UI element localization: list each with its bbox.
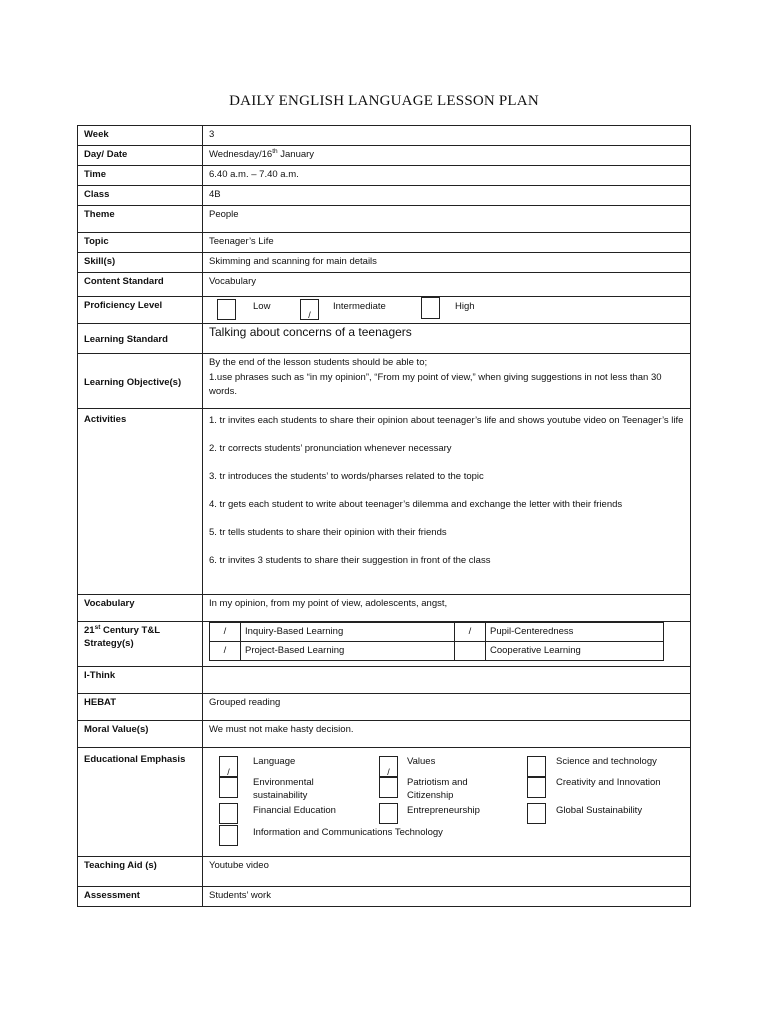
row-teaching-aid (78, 857, 691, 887)
emphasis-financial-checkbox[interactable] (219, 803, 238, 824)
proficiency-low-label: Low (253, 301, 271, 312)
strategy-item-label: Pupil-Centeredness (486, 623, 664, 642)
ithink-value (203, 667, 691, 694)
content-standard-value: Vocabulary (203, 273, 691, 297)
proficiency-intermediate-checkbox[interactable] (300, 299, 319, 320)
emphasis-entrepreneurship-checkbox[interactable] (379, 803, 398, 824)
moral-value: We must not make hasty decision. (203, 721, 691, 748)
strategy-options (203, 622, 691, 667)
emphasis-item-label: Science and technology (556, 756, 657, 767)
row-assessment (78, 887, 691, 907)
lesson-plan-table (77, 125, 691, 907)
week-value: 3 (203, 126, 691, 146)
class-label: Class (78, 186, 203, 206)
row-week (78, 126, 691, 146)
date-day: Wednesday/16 (209, 149, 273, 160)
strategy-item-label: Cooperative Learning (486, 642, 664, 661)
week-label: Week (78, 126, 203, 146)
hebat-value: Grouped reading (203, 694, 691, 721)
teaching-aid-label: Teaching Aid (s) (78, 857, 203, 887)
emphasis-label: Educational Emphasis (78, 748, 203, 857)
date-suffix: th (272, 147, 278, 155)
strategy-check[interactable]: / (210, 642, 241, 661)
class-value: 4B (203, 186, 691, 206)
row-learning-objective (78, 354, 691, 409)
proficiency-low-checkbox[interactable] (217, 299, 236, 320)
emphasis-options (203, 748, 691, 857)
emphasis-item-label: Creativity and Innovation (556, 777, 661, 788)
row-emphasis (78, 748, 691, 857)
row-proficiency (78, 297, 691, 324)
skills-value: Skimming and scanning for main details (203, 253, 691, 273)
proficiency-options (203, 297, 691, 324)
ithink-label: I-Think (78, 667, 203, 694)
activity-item: 3. tr introduces the students’ to words/pharses related to the topic (209, 471, 484, 482)
topic-label: Topic (78, 233, 203, 253)
activities-list (203, 409, 691, 595)
emphasis-language-checkbox[interactable] (219, 756, 238, 777)
vocabulary-value: In my opinion, from my point of view, adolescents, angst, (203, 595, 691, 622)
assessment-label: Assessment (78, 887, 203, 907)
learning-objective-value (203, 354, 691, 409)
learning-standard-value: Talking about concerns of a teenagers (203, 324, 691, 354)
emphasis-item-label: Entrepreneurship (407, 805, 480, 816)
check-mark-icon: / (387, 767, 390, 777)
date-month: January (277, 149, 315, 160)
emphasis-environmental-checkbox[interactable] (219, 777, 238, 798)
activity-item: 4. tr gets each student to write about teenager’s dilemma and exchange the letter with their friends (209, 499, 623, 510)
strategy-check[interactable] (455, 642, 486, 661)
row-strategy (78, 622, 691, 667)
row-theme (78, 206, 691, 233)
skills-label: Skill(s) (78, 253, 203, 273)
strategy-check[interactable]: / (455, 623, 486, 642)
content-standard-label: Content Standard (78, 273, 203, 297)
proficiency-high-checkbox[interactable] (421, 297, 440, 319)
emphasis-global-checkbox[interactable] (527, 803, 546, 824)
moral-label: Moral Value(s) (78, 721, 203, 748)
emphasis-item-label: Financial Education (253, 805, 336, 816)
proficiency-label: Proficiency Level (78, 297, 203, 324)
strategy-grid (209, 622, 664, 661)
time-value: 6.40 a.m. – 7.40 a.m. (203, 166, 691, 186)
activity-item: 5. tr tells students to share their opinion with their friends (209, 527, 447, 538)
proficiency-intermediate-label: Intermediate (333, 301, 386, 312)
hebat-label: HEBAT (78, 694, 203, 721)
learning-standard-label: Learning Standard (78, 324, 203, 354)
row-date (78, 146, 691, 166)
emphasis-item-label: Environmental sustainability (253, 777, 314, 801)
emphasis-values-checkbox[interactable] (379, 756, 398, 777)
time-label: Time (78, 166, 203, 186)
learning-objective-item: 1.use phrases such as “in my opinion”, “From my point of view,” when giving suggestions in not less than 30 words. (209, 371, 662, 397)
vocabulary-label: Vocabulary (78, 595, 203, 622)
row-learning-standard (78, 324, 691, 354)
topic-value: Teenager’s Life (203, 233, 691, 253)
learning-objective-label: Learning Objective(s) (78, 354, 203, 409)
row-time (78, 166, 691, 186)
emphasis-item-label: Values (407, 756, 436, 767)
emphasis-patriotism-checkbox[interactable] (379, 777, 398, 798)
proficiency-high-label: High (455, 301, 475, 312)
row-activities (78, 409, 691, 595)
activity-item: 2. tr corrects students’ pronunciation whenever necessary (209, 443, 452, 454)
emphasis-item-label: Language (253, 756, 296, 767)
date-label: Day/ Date (78, 146, 203, 166)
strategy-label-num: 21 (84, 625, 95, 636)
strategy-item-label: Inquiry-Based Learning (241, 623, 455, 642)
assessment-value: Students’ work (203, 887, 691, 907)
strategy-label-suffix: st (94, 623, 101, 631)
row-skills (78, 253, 691, 273)
emphasis-item-label: Patriotism and Citizenship (407, 777, 468, 801)
emphasis-ict-checkbox[interactable] (219, 825, 238, 846)
emphasis-creativity-checkbox[interactable] (527, 777, 546, 798)
emphasis-item-label: Global Sustainability (556, 805, 643, 816)
row-content-standard (78, 273, 691, 297)
strategy-label (78, 622, 203, 667)
theme-value: People (203, 206, 691, 233)
learning-objective-intro: By the end of the lesson students should be able to; (209, 357, 428, 368)
teaching-aid-value: Youtube video (203, 857, 691, 887)
row-vocabulary (78, 595, 691, 622)
emphasis-science-checkbox[interactable] (527, 756, 546, 777)
row-class (78, 186, 691, 206)
row-hebat (78, 694, 691, 721)
date-value (203, 146, 691, 166)
theme-label: Theme (78, 206, 203, 233)
check-mark-icon: / (308, 310, 311, 320)
activity-item: 1. tr invites each students to share their opinion about teenager’s life and shows youtube video on Teenager’s life (209, 415, 684, 426)
row-ithink (78, 667, 691, 694)
strategy-item-label: Project-Based Learning (241, 642, 455, 661)
strategy-check[interactable]: / (210, 623, 241, 642)
emphasis-item-label: Information and Communications Technology (253, 827, 443, 838)
activities-label: Activities (78, 409, 203, 595)
row-topic (78, 233, 691, 253)
row-moral (78, 721, 691, 748)
activity-item: 6. tr invites 3 students to share their suggestion in front of the class (209, 555, 491, 566)
strategy-label-text: Century T&L Strategy(s) (84, 625, 160, 649)
check-mark-icon: / (227, 767, 230, 777)
document-title: DAILY ENGLISH LANGUAGE LESSON PLAN (229, 93, 539, 109)
